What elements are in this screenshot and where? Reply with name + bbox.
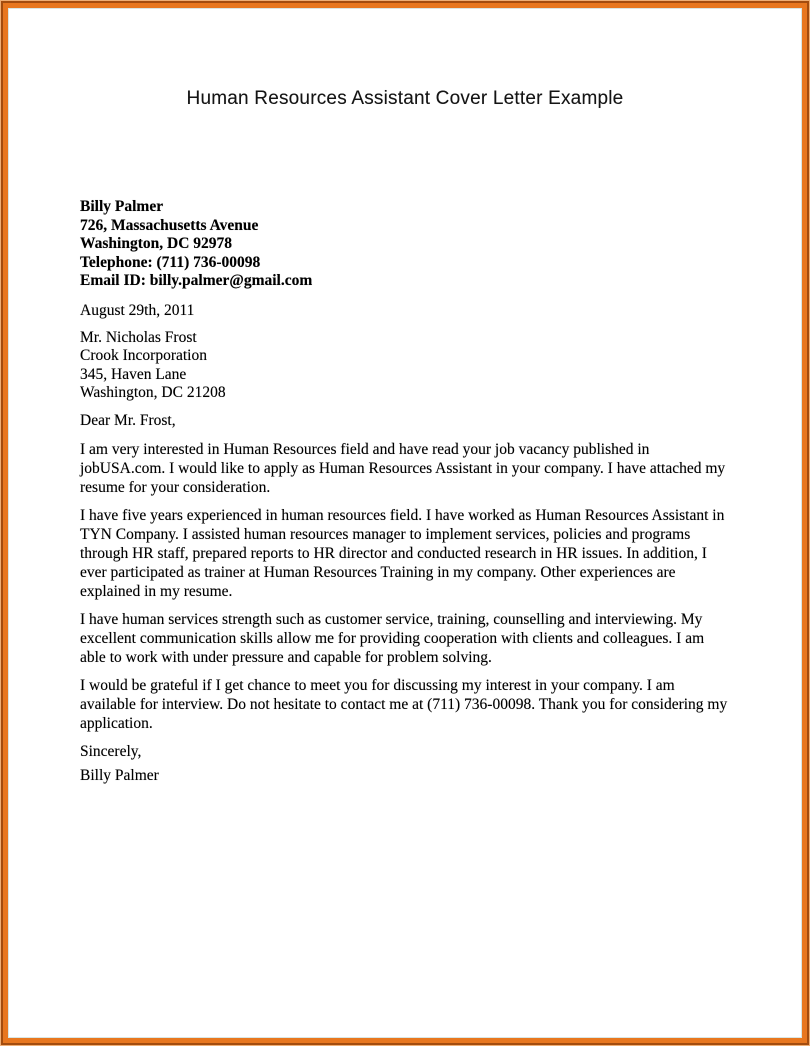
body-paragraph-3: I have human services strength such as customer service, training, counselling and interviewing. My excellent communication skills allow me for providing cooperation with clients and colleagues. I am able to work with under pressure and capable for problem solving. [80, 610, 705, 666]
recipient-address-line2: Washington, DC 21208 [80, 384, 226, 402]
frame-groove [1, 1, 809, 1045]
salutation: Dear Mr. Frost, [80, 411, 176, 429]
frame-orange-band [3, 3, 807, 1043]
page-title: Human Resources Assistant Cover Letter Example [186, 88, 624, 109]
sender-name: Billy Palmer [80, 198, 164, 215]
sender-telephone: Telephone: (711) 736-00098 [80, 253, 261, 271]
letter-body [8, 198, 802, 786]
letter-page [8, 8, 802, 1038]
closing: Sincerely, [80, 742, 142, 760]
sender-address-line1: 726, Massachusetts Avenue [80, 216, 259, 234]
body-paragraph-4: I would be grateful if I get chance to meet you for discussing my interest in your company. I am available for interview. Do not hesitate to contact me at (711) 736-00098. Thank you for considering my application. [80, 676, 728, 732]
sender-block [80, 198, 732, 291]
sender-email: Email ID: billy.palmer@gmail.com [80, 272, 313, 290]
recipient-block [80, 329, 732, 403]
sender-address-line2: Washington, DC 92978 [80, 235, 233, 253]
body-paragraph-1: I am very interested in Human Resources field and have read your job vacancy published in jobUSA.com. I would like to apply as Human Resources Assistant in your company. I have attached my resume for your consideration. [80, 440, 726, 496]
recipient-name: Mr. Nicholas Frost [80, 328, 197, 346]
body-paragraph-2: I have five years experienced in human resources field. I have worked as Human Resources Assistant in TYN Company. I assisted human resources manager to implement services, policies and programs through HR staff, prepared reports to HR director and conducted research in HR issues. In addition, I ever participated as trainer at Human Resources Training in my company. Other experiences are explained in my resume. [80, 506, 725, 600]
signature: Billy Palmer [80, 767, 159, 785]
recipient-address-line1: 345, Haven Lane [80, 365, 187, 383]
letter-date: August 29th, 2011 [80, 301, 195, 319]
recipient-company: Crook Incorporation [80, 347, 207, 365]
